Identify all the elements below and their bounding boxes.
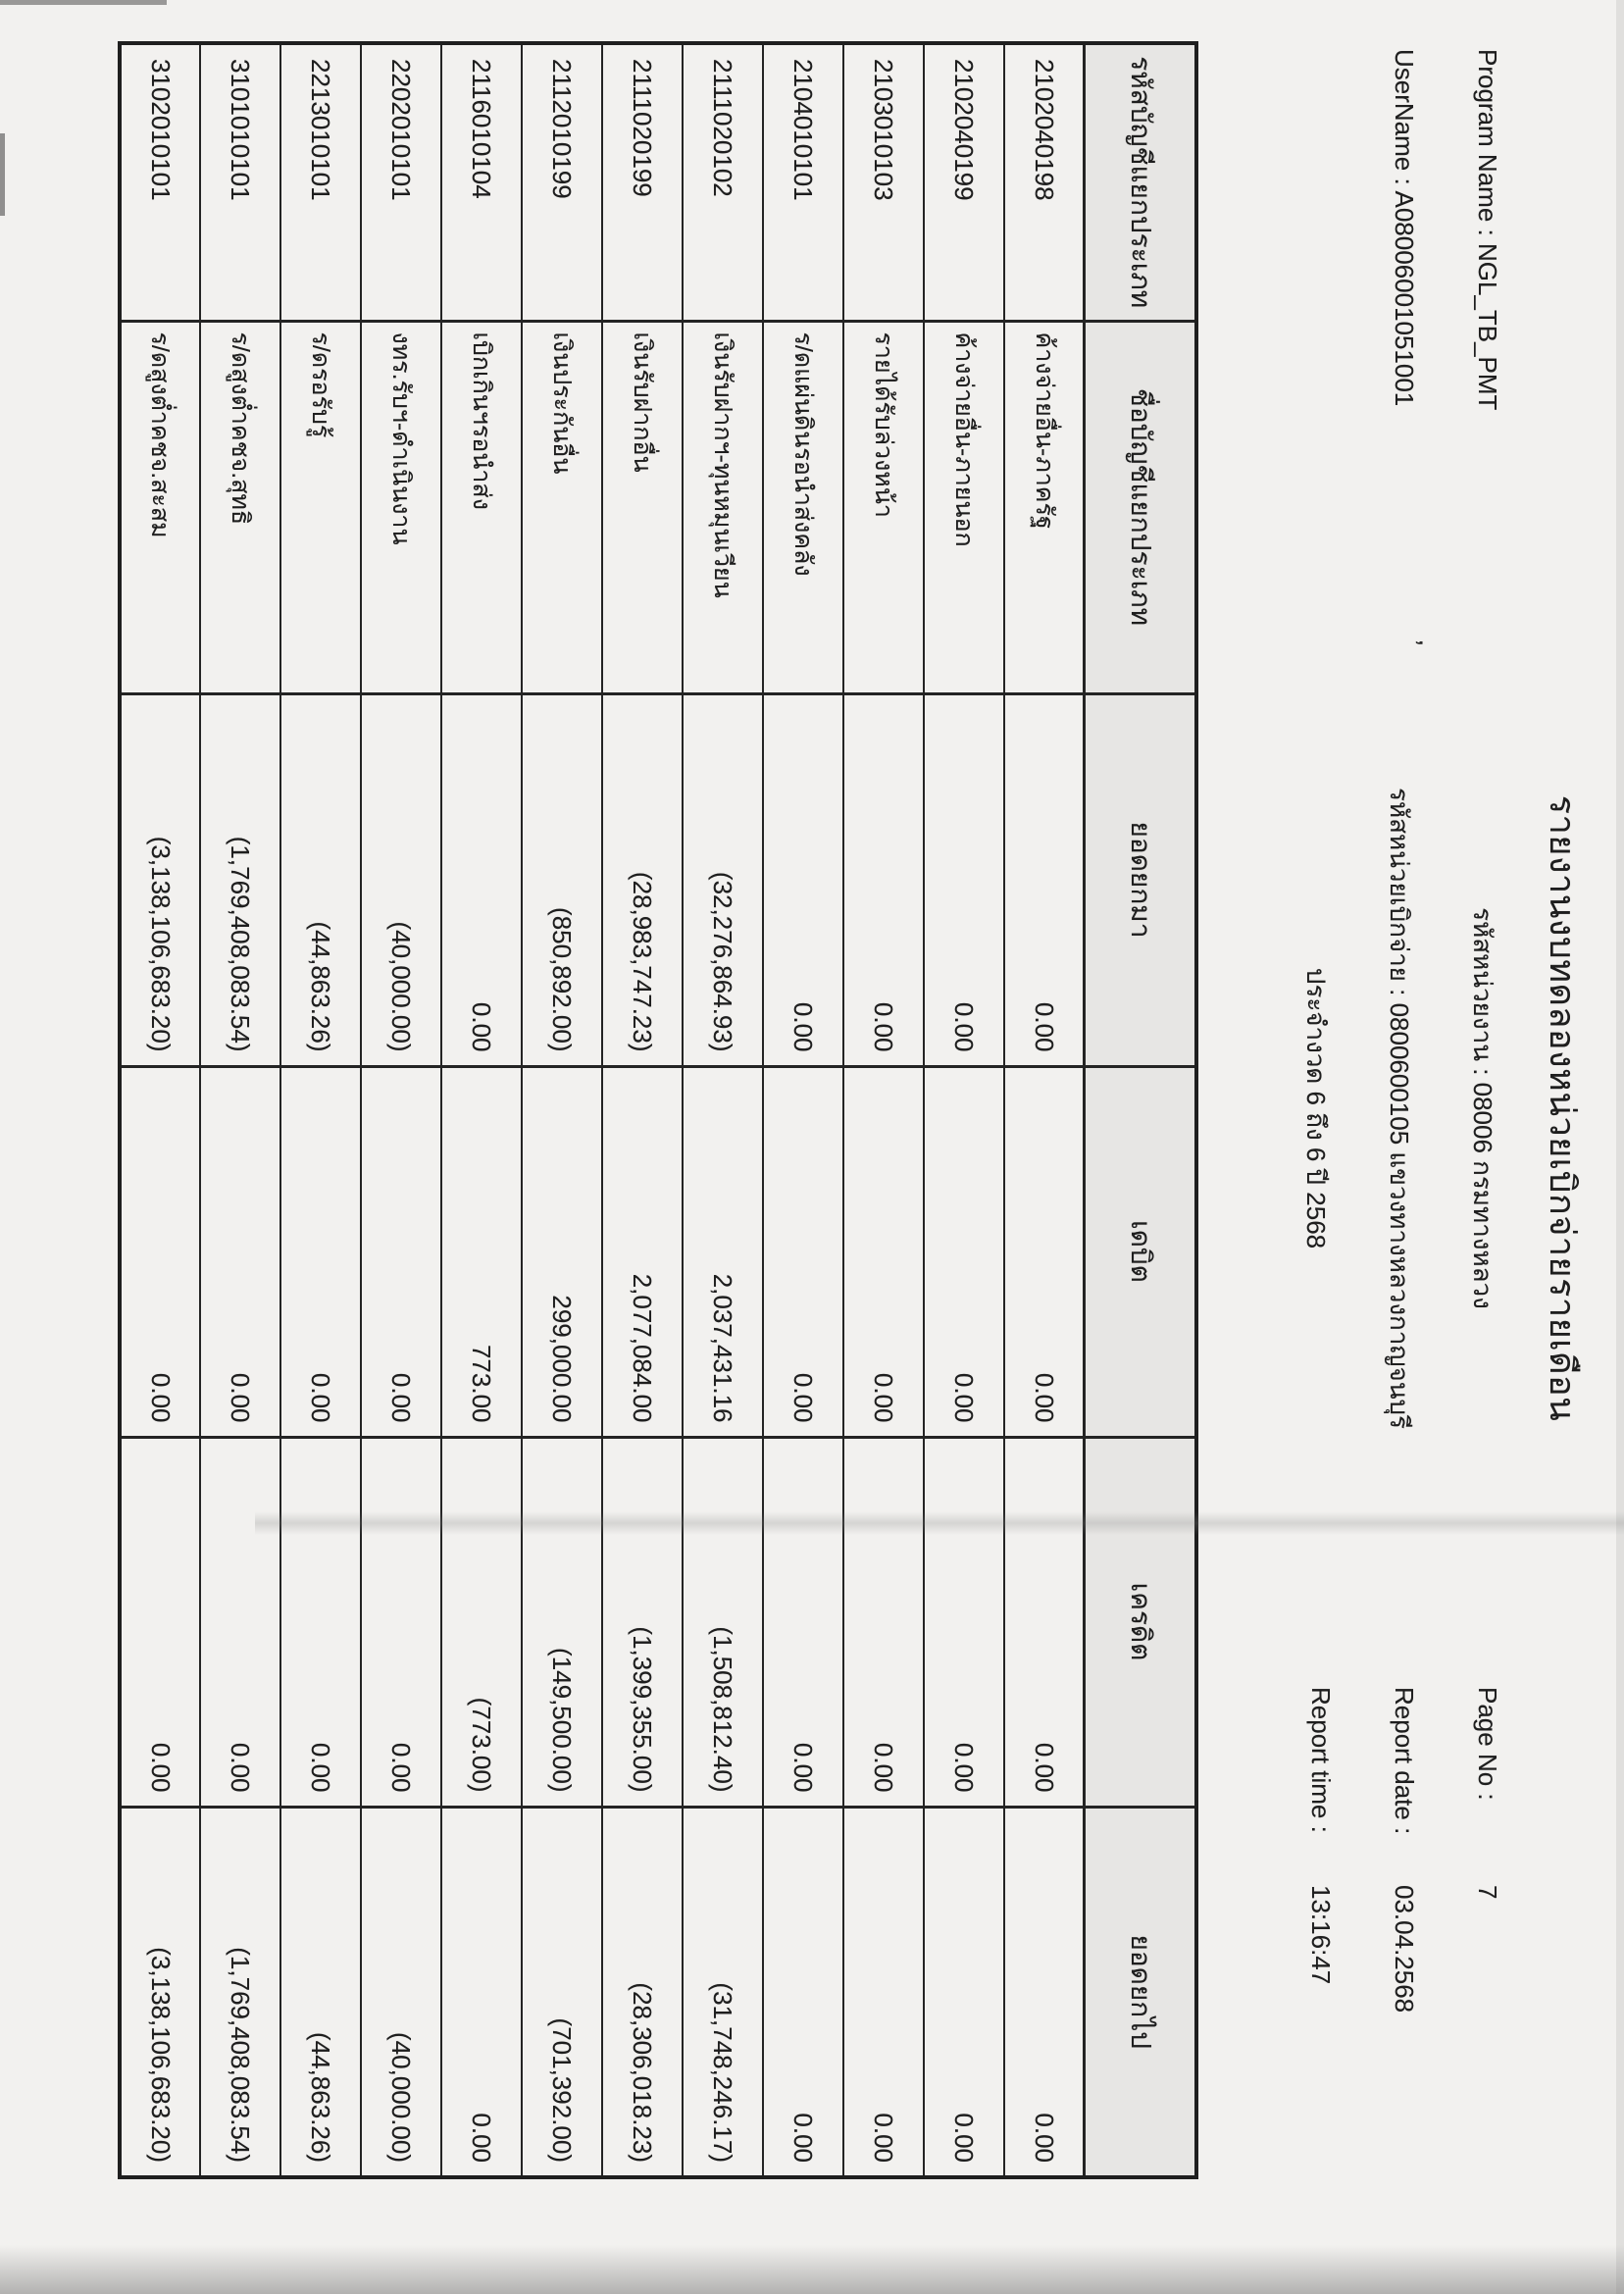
cell-account-name: ค้างจ่ายอื่น-ภายนอก <box>924 321 1004 693</box>
cell-debit: 0.00 <box>924 1066 1004 1437</box>
col-header-account-name: ชื่อบัญชีแยกประเภท <box>1085 321 1196 693</box>
cell-closing-balance: (40,000.00) <box>361 1807 441 2177</box>
cell-account-code: 2104010101 <box>763 43 843 321</box>
cell-account-name: เงินรับฝากอื่น <box>602 321 683 693</box>
table-row <box>522 43 602 2177</box>
cell-opening-balance: (28,983,747.23) <box>602 693 683 1066</box>
header-line-2 <box>1459 0 1502 2294</box>
cell-credit: (773.00) <box>441 1437 522 1807</box>
cell-opening-balance: 0.00 <box>843 693 924 1066</box>
cell-debit: 0.00 <box>120 1066 200 1437</box>
cell-credit: 0.00 <box>200 1437 280 1807</box>
scan-speck: ’ <box>1396 639 1428 646</box>
cell-account-code: 2111020102 <box>683 43 763 321</box>
cell-account-code: 2102040198 <box>1004 43 1085 321</box>
table-row <box>924 43 1004 2177</box>
cell-opening-balance: (44,863.26) <box>280 693 361 1066</box>
cell-account-name: งทร.รับฯ-ดำเนินงาน <box>361 321 441 693</box>
cell-account-code: 2103010103 <box>843 43 924 321</box>
cell-closing-balance: 0.00 <box>1004 1807 1085 2177</box>
cell-account-name: ร/ดแผ่นดินรอนำส่งคลัง <box>763 321 843 693</box>
cell-debit: 0.00 <box>361 1066 441 1437</box>
cell-closing-balance: 0.00 <box>763 1807 843 2177</box>
cell-opening-balance: (850,892.00) <box>522 693 602 1066</box>
table-row <box>843 43 924 2177</box>
col-header-debit: เดบิต <box>1085 1066 1196 1437</box>
cell-credit: (1,399,355.00) <box>602 1437 683 1807</box>
cell-opening-balance: 0.00 <box>763 693 843 1066</box>
col-header-account-code: รหัสบัญชีแยกประเภท <box>1085 43 1196 321</box>
cell-debit: 0.00 <box>1004 1066 1085 1437</box>
cell-debit: 0.00 <box>843 1066 924 1437</box>
cell-opening-balance: 0.00 <box>1004 693 1085 1066</box>
report-title: รายงานงบทดลองหน่วยเบิกจ่ายรายเดือน <box>1543 794 1583 1422</box>
table-row <box>602 43 683 2177</box>
cell-opening-balance: (3,138,106,683.20) <box>120 693 200 1066</box>
cell-credit: 0.00 <box>843 1437 924 1807</box>
cell-closing-balance: (31,748,246.17) <box>683 1807 763 2177</box>
cell-debit: 2,037,431.16 <box>683 1066 763 1437</box>
user-name: UserName : A08006001051001 <box>1390 49 1419 407</box>
cell-opening-balance: (32,276,864.93) <box>683 693 763 1066</box>
cell-account-code: 2202010101 <box>361 43 441 321</box>
report-time-label: Report time : <box>1306 1687 1336 1833</box>
program-name: Program Name : NGL_TB_PMT <box>1473 49 1502 411</box>
report-date-label: Report date : <box>1390 1687 1419 1835</box>
table-row <box>683 43 763 2177</box>
cell-account-code: 3102010101 <box>120 43 200 321</box>
cell-credit: (1,508,812.40) <box>683 1437 763 1807</box>
cell-closing-balance: (701,392.00) <box>522 1807 602 2177</box>
page-no-label: Page No : <box>1473 1687 1502 1801</box>
cell-closing-balance: 0.00 <box>843 1807 924 2177</box>
cell-debit: 0.00 <box>200 1066 280 1437</box>
cell-opening-balance: (1,769,408,083.54) <box>200 693 280 1066</box>
table-row <box>1004 43 1085 2177</box>
cell-opening-balance: 0.00 <box>924 693 1004 1066</box>
cell-account-name: ร/ดรอรับรู้ <box>280 321 361 693</box>
cell-credit: (149,500.00) <box>522 1437 602 1807</box>
cell-account-code: 3101010101 <box>200 43 280 321</box>
report-date-value: 03.04.2568 <box>1390 1885 1419 2014</box>
cell-account-name: ค้างจ่ายอื่น-ภาครัฐ <box>1004 321 1085 693</box>
cell-account-name: ร/ดสูงต่ำคชจ.สุทธิ <box>200 321 280 693</box>
cell-debit: 773.00 <box>441 1066 522 1437</box>
col-header-closing-balance: ยอดยกไป <box>1085 1807 1196 2177</box>
header-line-3 <box>1376 0 1419 2294</box>
cell-account-code: 2112010199 <box>522 43 602 321</box>
table-row <box>441 43 522 2177</box>
cell-debit: 0.00 <box>763 1066 843 1437</box>
cell-credit: 0.00 <box>280 1437 361 1807</box>
cell-credit: 0.00 <box>1004 1437 1085 1807</box>
agency-code: รหัสหน่วยงาน : 08006 กรมทางหลวง <box>1468 907 1497 1309</box>
period-text: ประจำงวด 6 ถึง 6 ปี 2568 <box>1301 967 1331 1249</box>
cell-account-code: 2111020199 <box>602 43 683 321</box>
header-line-4 <box>1293 0 1336 2294</box>
cell-account-name: รายได้รับล่วงหน้า <box>843 321 924 693</box>
cell-debit: 0.00 <box>280 1066 361 1437</box>
cell-account-name: เงินประกันอื่น <box>522 321 602 693</box>
table-row <box>280 43 361 2177</box>
trial-balance-table <box>118 41 1198 2179</box>
cell-closing-balance: (3,138,106,683.20) <box>120 1807 200 2177</box>
cell-account-code: 2213010101 <box>280 43 361 321</box>
cell-account-name: ร/ดสูงต่ำคชจ.สะสม <box>120 321 200 693</box>
cell-credit: 0.00 <box>361 1437 441 1807</box>
page-no-value: 7 <box>1473 1885 1502 1900</box>
table-header-row <box>1085 43 1196 2177</box>
cell-closing-balance: 0.00 <box>924 1807 1004 2177</box>
cell-credit: 0.00 <box>120 1437 200 1807</box>
table-row <box>763 43 843 2177</box>
cell-closing-balance: (44,863.26) <box>280 1807 361 2177</box>
cell-closing-balance: (28,306,018.23) <box>602 1807 683 2177</box>
cell-account-code: 2116010104 <box>441 43 522 321</box>
table-row <box>120 43 200 2177</box>
cell-credit: 0.00 <box>924 1437 1004 1807</box>
table-row <box>200 43 280 2177</box>
cell-debit: 299,000.00 <box>522 1066 602 1437</box>
cell-account-name: เบิกเกินฯรอนำส่ง <box>441 321 522 693</box>
disburse-unit-code: รหัสหน่วยเบิกจ่าย : 0800600105 แขวงทางหลวงกาญจนบุรี <box>1385 787 1414 1430</box>
col-header-credit: เครดิต <box>1085 1437 1196 1807</box>
cell-opening-balance: 0.00 <box>441 693 522 1066</box>
col-header-opening-balance: ยอดยกมา <box>1085 693 1196 1066</box>
cell-debit: 2,077,084.00 <box>602 1066 683 1437</box>
cell-opening-balance: (40,000.00) <box>361 693 441 1066</box>
cell-closing-balance: 0.00 <box>441 1807 522 2177</box>
table-row <box>361 43 441 2177</box>
report-time-value: 13:16:47 <box>1306 1885 1336 1985</box>
cell-account-code: 2102040199 <box>924 43 1004 321</box>
cell-closing-balance: (1,769,408,083.54) <box>200 1807 280 2177</box>
cell-credit: 0.00 <box>763 1437 843 1807</box>
cell-account-name: เงินรับฝากฯ-ทุนหมุนเวียน <box>683 321 763 693</box>
